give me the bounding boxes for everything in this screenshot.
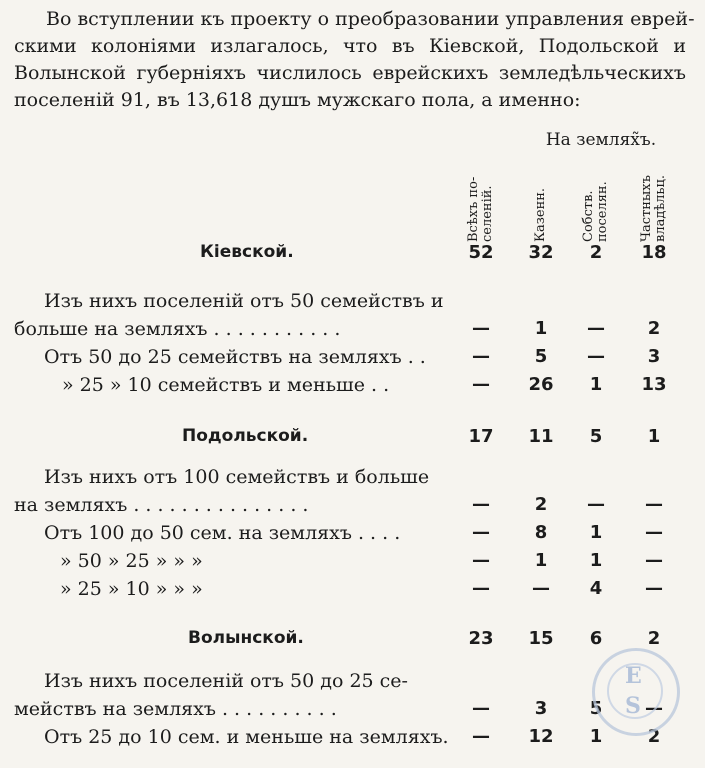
table-row (0, 522, 705, 552)
column-header-label: Всѣхъ по- селеній. (466, 176, 495, 242)
table-cell: — (472, 522, 490, 543)
table-cell: 1 (647, 426, 661, 447)
table-cell: 1 (589, 550, 603, 571)
table-row (0, 290, 705, 320)
table-cell: 32 (528, 242, 554, 263)
row-label: » 25 » 10 семействъ и меньше . . (62, 374, 390, 396)
column-header-state (523, 132, 559, 242)
table-cell: — (472, 550, 490, 571)
intro-line: Во вступлении къ проекту о преобразовании управления еврей- (46, 8, 695, 30)
table-cell: 1 (534, 318, 548, 339)
table-cell: 11 (528, 426, 554, 447)
table-cell: 2 (589, 242, 603, 263)
row-label: Изъ нихъ поселеній отъ 50 семействъ и (44, 290, 444, 312)
column-group-header: На землях̃ъ. (545, 130, 657, 150)
table-cell: 17 (468, 426, 494, 447)
row-label: Отъ 25 до 10 сем. и меньше на земляхъ. (44, 726, 449, 748)
watermark-seal (592, 648, 680, 736)
table-cell: — (587, 318, 605, 339)
table-row (0, 242, 705, 272)
table-row (0, 466, 705, 496)
column-header-own (578, 132, 614, 242)
province-label: Подольской. (182, 426, 309, 446)
table-cell: — (645, 698, 663, 719)
table-cell: 26 (528, 374, 554, 395)
table-row (0, 578, 705, 608)
row-label: на земляхъ . . . . . . . . . . . . . . . (14, 494, 309, 516)
province-label: Кіевской. (200, 242, 294, 262)
table-row (0, 550, 705, 580)
row-label: Изъ нихъ поселеній отъ 50 до 25 се- (44, 670, 408, 692)
table-row (0, 318, 705, 348)
intro-line: поселеній 91, въ 13,618 душъ мужскаго пола, а именно: (14, 89, 581, 111)
row-label: » 25 » 10 » » » (60, 578, 203, 600)
table-cell: 15 (528, 628, 554, 649)
table-cell: — (472, 698, 490, 719)
row-label: мействъ на земляхъ . . . . . . . . . . (14, 698, 337, 720)
table-cell: — (645, 578, 663, 599)
column-header-label: Частныхъ владѣльц. (639, 175, 668, 242)
table-cell: 13 (641, 374, 667, 395)
table-cell: — (472, 318, 490, 339)
table-cell: 2 (647, 628, 661, 649)
column-header-label: Казенн. (533, 187, 548, 242)
table-row (0, 374, 705, 404)
table-cell: 18 (641, 242, 667, 263)
seal-letter: S (625, 693, 641, 719)
column-header-private (636, 132, 672, 242)
intro-line: скими колоніями излагалось, что въ Кіевской, Подольской и (14, 35, 686, 57)
column-header-all (463, 132, 499, 242)
table-cell: 2 (647, 318, 661, 339)
table-cell: 5 (589, 698, 603, 719)
row-label: больше на земляхъ . . . . . . . . . . . (14, 318, 341, 340)
table-cell: — (645, 550, 663, 571)
table-cell: 1 (589, 726, 603, 747)
table-cell: — (472, 494, 490, 515)
table-cell: — (645, 494, 663, 515)
intro-paragraph (14, 6, 695, 114)
table-cell: — (472, 346, 490, 367)
intro-line: Волынской губерніяхъ числилось еврейскихъ земледѣльческихъ (14, 62, 686, 84)
province-label: Волынской. (188, 628, 304, 648)
seal-letter: E (625, 663, 642, 689)
table-cell: 3 (534, 698, 548, 719)
row-label: Изъ нихъ отъ 100 семействъ и больше (44, 466, 430, 488)
table-cell: 23 (468, 628, 494, 649)
table-cell: 52 (468, 242, 494, 263)
table-cell: — (472, 578, 490, 599)
table-cell: 4 (589, 578, 603, 599)
table-cell: 5 (534, 346, 548, 367)
table-cell: 8 (534, 522, 548, 543)
table-row (0, 426, 705, 456)
table-row (0, 346, 705, 376)
table-cell: 1 (589, 374, 603, 395)
table-row (0, 628, 705, 658)
table-cell: 2 (534, 494, 548, 515)
table-cell: 1 (534, 550, 548, 571)
table-cell: 5 (589, 426, 603, 447)
table-cell: 2 (647, 726, 661, 747)
row-label: Отъ 100 до 50 сем. на земляхъ . . . . (44, 522, 401, 544)
table-cell: — (587, 494, 605, 515)
table-cell: 3 (647, 346, 661, 367)
table-cell: — (587, 346, 605, 367)
row-label: » 50 » 25 » » » (60, 550, 203, 572)
table-cell: — (472, 726, 490, 747)
table-cell: 1 (589, 522, 603, 543)
table-cell: 6 (589, 628, 603, 649)
column-header-label: Собств. поселян. (581, 181, 610, 242)
table-row (0, 726, 705, 756)
table-cell: — (645, 522, 663, 543)
table-row (0, 494, 705, 524)
table-cell: 12 (528, 726, 554, 747)
table-cell: — (472, 374, 490, 395)
table-cell: — (532, 578, 550, 599)
row-label: Отъ 50 до 25 семействъ на земляхъ . . (44, 346, 426, 368)
